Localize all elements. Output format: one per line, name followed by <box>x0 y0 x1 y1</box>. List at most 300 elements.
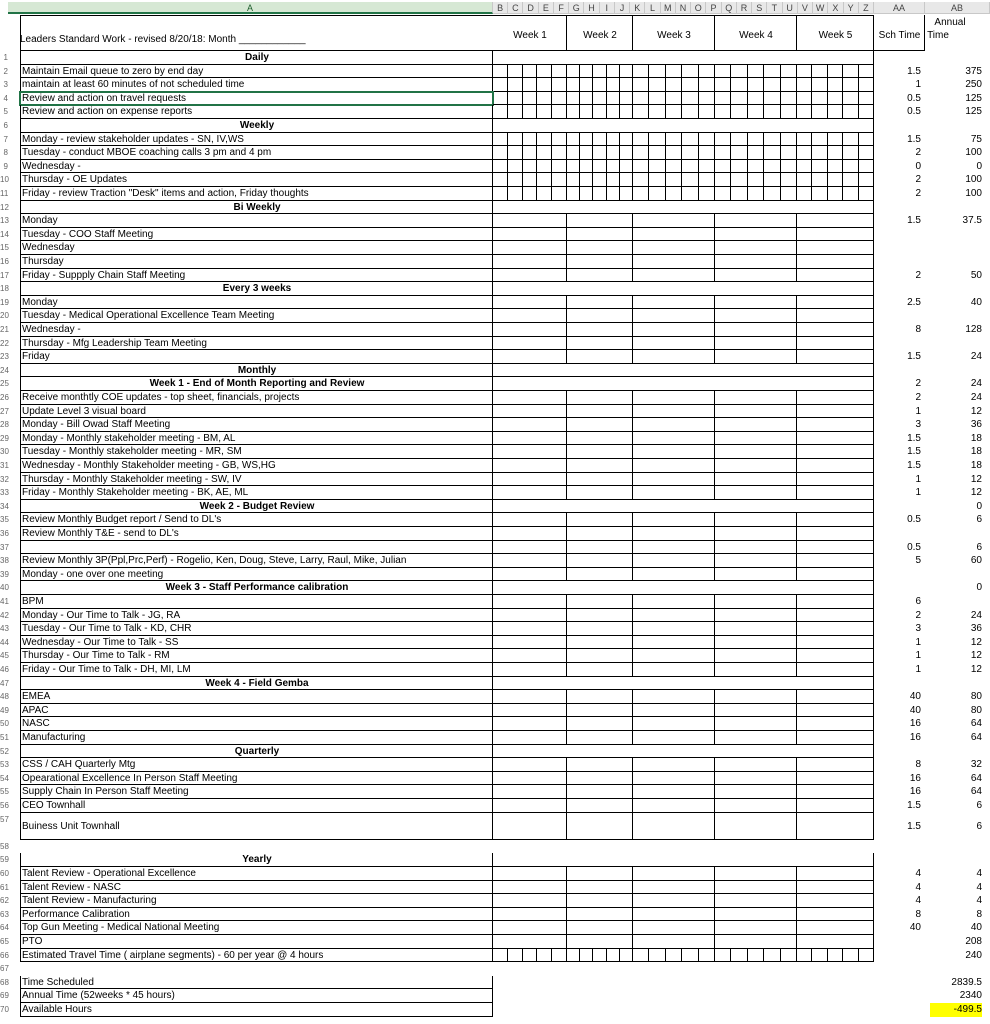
week-cell[interactable] <box>797 405 874 419</box>
week-check-cell[interactable] <box>666 92 682 106</box>
annual-time-value[interactable]: 8 <box>976 908 982 920</box>
week-cell[interactable] <box>493 636 567 650</box>
week-cell[interactable] <box>715 867 797 881</box>
sch-time-value[interactable]: 2.5 <box>907 296 921 308</box>
sch-time-value[interactable]: 1.5 <box>907 65 921 77</box>
row-number[interactable]: 62 <box>0 896 9 906</box>
task-label[interactable]: Performance Calibration <box>20 908 493 922</box>
row-number[interactable]: 30 <box>0 447 9 457</box>
week-cell[interactable] <box>797 459 874 473</box>
week-cell[interactable] <box>797 269 874 283</box>
week-cell[interactable] <box>493 799 567 813</box>
week-check-cell[interactable] <box>731 78 747 92</box>
row-number[interactable]: 65 <box>0 937 9 946</box>
week-check-cell[interactable] <box>593 133 606 147</box>
week-cell[interactable] <box>633 935 715 949</box>
week-check-cell[interactable] <box>828 160 843 174</box>
annual-time-value[interactable]: 0 <box>976 500 982 512</box>
week-check-cell[interactable] <box>607 187 620 201</box>
week-cell[interactable] <box>567 527 633 541</box>
week-cell[interactable] <box>493 704 567 718</box>
week-check-cell[interactable] <box>812 173 827 187</box>
week-cell[interactable] <box>633 541 715 555</box>
week-check-cell[interactable] <box>748 949 764 963</box>
week-cell[interactable] <box>633 350 715 364</box>
row-number[interactable]: 17 <box>0 270 9 280</box>
week-cell[interactable] <box>715 350 797 364</box>
week-cell[interactable] <box>715 704 797 718</box>
row-number[interactable]: 24 <box>0 365 9 375</box>
week-cell[interactable] <box>797 881 874 895</box>
week-cell[interactable] <box>633 527 715 541</box>
sch-time-value[interactable]: 2 <box>915 269 921 281</box>
week-cell[interactable] <box>567 799 633 813</box>
week-cell[interactable] <box>797 337 874 351</box>
row-number[interactable]: 70 <box>0 1005 9 1014</box>
week-cell[interactable] <box>493 758 567 772</box>
week-cell[interactable] <box>715 772 797 786</box>
week-check-cell[interactable] <box>552 65 567 79</box>
week-cell[interactable] <box>493 473 567 487</box>
task-label[interactable]: Friday - Suppply Chain Staff Meeting <box>20 269 493 283</box>
task-label[interactable]: Talent Review - Manufacturing <box>20 894 493 908</box>
week-cell[interactable] <box>567 881 633 895</box>
task-label[interactable]: Wednesday - Monthly Stakeholder meeting - GB, WS,HG <box>20 459 493 473</box>
week-check-cell[interactable] <box>649 133 665 147</box>
week-cell[interactable] <box>493 255 567 269</box>
sch-time-value[interactable] <box>874 527 921 541</box>
task-label[interactable]: Time Scheduled <box>20 976 493 990</box>
task-label[interactable]: Monday - Monthly stakeholder meeting - BM, AL <box>20 432 493 446</box>
task-label[interactable]: Estimated Travel Time ( airplane segments) - 60 per year @ 4 hours <box>20 949 493 963</box>
annual-time-value[interactable]: 18 <box>970 446 982 458</box>
week-check-cell[interactable] <box>493 133 508 147</box>
week-check-cell[interactable] <box>781 105 797 119</box>
week-cell[interactable] <box>797 296 874 310</box>
week-check-cell[interactable] <box>843 160 858 174</box>
sch-time-value[interactable]: 40 <box>909 704 921 716</box>
week-check-cell[interactable] <box>523 133 538 147</box>
task-label[interactable]: Monday - Bill Owad Staff Meeting <box>20 418 493 432</box>
week-check-cell[interactable] <box>607 133 620 147</box>
week-cell[interactable] <box>797 785 874 799</box>
week-check-cell[interactable] <box>523 92 538 106</box>
row-number[interactable]: 41 <box>0 597 9 606</box>
week-check-cell[interactable] <box>682 146 698 160</box>
week-check-cell[interactable] <box>567 160 580 174</box>
week-cell[interactable] <box>797 486 874 500</box>
week-check-cell[interactable] <box>731 133 747 147</box>
sch-time-value[interactable]: 1.5 <box>907 460 921 471</box>
week-cell[interactable] <box>715 690 797 704</box>
sch-time-value[interactable]: 4 <box>915 868 921 879</box>
week-cell[interactable] <box>797 649 874 663</box>
week-check-cell[interactable] <box>593 949 606 963</box>
week-check-cell[interactable] <box>508 949 523 963</box>
week-check-cell[interactable] <box>699 146 715 160</box>
week-check-cell[interactable] <box>593 105 606 119</box>
task-label[interactable]: Friday - Our Time to Talk - DH, MI, LM <box>20 663 493 677</box>
column-header-ab[interactable]: AB <box>925 2 990 14</box>
week-check-cell[interactable] <box>580 146 593 160</box>
week-check-cell[interactable] <box>508 173 523 187</box>
sch-time-value[interactable]: 0.5 <box>907 106 921 118</box>
week-cell[interactable] <box>633 391 715 405</box>
task-label[interactable]: Thursday - Monthly Stakeholder meeting - SW, IV <box>20 473 493 487</box>
week-cell[interactable] <box>633 894 715 908</box>
week-check-cell[interactable] <box>715 146 731 160</box>
week-cell[interactable] <box>493 486 567 500</box>
sch-time-value[interactable] <box>874 949 921 963</box>
annual-time-value[interactable]: 12 <box>970 636 982 648</box>
row-number[interactable]: 29 <box>0 433 9 443</box>
section-header[interactable]: Monthly <box>20 364 493 378</box>
sch-time-value[interactable] <box>874 581 921 595</box>
week-cell[interactable] <box>567 486 633 500</box>
week-check-cell[interactable] <box>537 146 552 160</box>
week-check-cell[interactable] <box>797 92 812 106</box>
week-check-cell[interactable] <box>781 173 797 187</box>
sch-time-value[interactable]: 1 <box>915 664 921 675</box>
week-cell[interactable] <box>633 758 715 772</box>
week-check-cell[interactable] <box>797 78 812 92</box>
row-number[interactable]: 61 <box>0 882 9 892</box>
week-check-cell[interactable] <box>715 187 731 201</box>
task-label[interactable]: Monday - Our Time to Talk - JG, RA <box>20 609 493 623</box>
week-check-cell[interactable] <box>552 92 567 106</box>
annual-time-value[interactable] <box>925 241 982 255</box>
week-check-cell[interactable] <box>682 949 698 963</box>
week-check-cell[interactable] <box>682 65 698 79</box>
week-cell[interactable] <box>715 921 797 935</box>
week-check-cell[interactable] <box>567 146 580 160</box>
column-header-u[interactable]: U <box>783 2 798 14</box>
column-header-w[interactable]: W <box>813 2 828 14</box>
week-check-cell[interactable] <box>699 133 715 147</box>
week-cell[interactable] <box>633 554 715 568</box>
week-check-cell[interactable] <box>567 78 580 92</box>
week-check-cell[interactable] <box>493 92 508 106</box>
task-label[interactable]: Talent Review - Operational Excellence <box>20 867 493 881</box>
week-cell[interactable] <box>493 214 567 228</box>
week-check-cell[interactable] <box>649 65 665 79</box>
week-check-cell[interactable] <box>633 187 649 201</box>
column-header-h[interactable]: H <box>584 2 599 14</box>
week-check-cell[interactable] <box>537 187 552 201</box>
column-header-r[interactable]: R <box>737 2 752 14</box>
week-cell[interactable] <box>797 391 874 405</box>
week-check-cell[interactable] <box>731 173 747 187</box>
week-check-cell[interactable] <box>828 78 843 92</box>
annual-time-value[interactable]: 12 <box>970 650 982 662</box>
week-cell[interactable] <box>493 690 567 704</box>
week-check-cell[interactable] <box>748 187 764 201</box>
week-check-cell[interactable] <box>781 187 797 201</box>
annual-time-value[interactable]: 4 <box>976 895 982 907</box>
week-check-cell[interactable] <box>567 187 580 201</box>
task-label[interactable]: Top Gun Meeting - Medical National Meeting <box>20 921 493 935</box>
week-cell[interactable] <box>567 473 633 487</box>
week-check-cell[interactable] <box>633 160 649 174</box>
row-number[interactable]: 64 <box>0 923 9 933</box>
week-check-cell[interactable] <box>715 173 731 187</box>
sch-time-value[interactable]: 1.5 <box>907 133 921 145</box>
week-cell[interactable] <box>633 867 715 881</box>
sch-time-value[interactable]: 1.5 <box>907 215 921 227</box>
week-cell[interactable] <box>567 309 633 323</box>
week-check-cell[interactable] <box>493 187 508 201</box>
row-number[interactable]: 49 <box>0 705 9 715</box>
week-cell[interactable] <box>633 636 715 650</box>
week-check-cell[interactable] <box>748 133 764 147</box>
week-cell[interactable] <box>715 758 797 772</box>
week-cell[interactable] <box>567 731 633 745</box>
week-cell[interactable] <box>715 622 797 636</box>
annual-time-value[interactable] <box>925 595 982 609</box>
week-check-cell[interactable] <box>764 105 780 119</box>
week-check-cell[interactable] <box>493 78 508 92</box>
annual-time-value[interactable]: 40 <box>970 922 982 934</box>
annual-time-value[interactable]: 2839.5 <box>951 976 982 988</box>
week-cell[interactable] <box>797 717 874 731</box>
annual-time-value[interactable]: -499.5 <box>930 1003 982 1017</box>
week-check-cell[interactable] <box>731 187 747 201</box>
week-cell[interactable] <box>567 296 633 310</box>
week-check-cell[interactable] <box>523 949 538 963</box>
annual-time-value[interactable]: 60 <box>970 555 982 567</box>
week-check-cell[interactable] <box>781 949 797 963</box>
row-number[interactable]: 44 <box>0 637 9 647</box>
annual-time-value[interactable]: 2340 <box>959 990 982 1002</box>
week-cell[interactable] <box>715 881 797 895</box>
week-cell[interactable] <box>715 309 797 323</box>
week-cell[interactable] <box>797 595 874 609</box>
week-check-cell[interactable] <box>764 146 780 160</box>
week-check-cell[interactable] <box>567 949 580 963</box>
row-number[interactable]: 52 <box>0 746 9 756</box>
row-number[interactable]: 22 <box>0 338 9 348</box>
week-cell[interactable] <box>797 241 874 255</box>
week-check-cell[interactable] <box>593 65 606 79</box>
week-check-cell[interactable] <box>764 173 780 187</box>
week-cell[interactable] <box>567 541 633 555</box>
annual-time-value[interactable]: 32 <box>970 759 982 771</box>
annual-time-value[interactable]: 24 <box>970 392 982 403</box>
row-number[interactable]: 25 <box>0 379 9 389</box>
week-cell[interactable] <box>797 541 874 555</box>
week-cell[interactable] <box>633 772 715 786</box>
week-cell[interactable] <box>797 568 874 582</box>
week-cell[interactable] <box>715 432 797 446</box>
annual-time-value[interactable]: 0 <box>976 582 982 594</box>
task-label[interactable]: Review Monthly T&E - send to DL's <box>20 527 493 541</box>
row-number[interactable]: 67 <box>0 964 9 974</box>
week-check-cell[interactable] <box>633 78 649 92</box>
week-cell[interactable] <box>715 391 797 405</box>
column-header-n[interactable]: N <box>676 2 691 14</box>
sch-time-value[interactable] <box>874 989 921 1003</box>
row-number[interactable]: 33 <box>0 488 9 498</box>
sch-time-value[interactable]: 8 <box>915 324 921 335</box>
week-check-cell[interactable] <box>764 949 780 963</box>
week-check-cell[interactable] <box>580 160 593 174</box>
section-header[interactable]: Week 1 - End of Month Reporting and Review <box>20 377 493 391</box>
week-cell[interactable] <box>493 867 567 881</box>
week-check-cell[interactable] <box>620 187 633 201</box>
week-cell[interactable] <box>567 609 633 623</box>
sch-time-value[interactable]: 2 <box>915 188 921 199</box>
column-header-c[interactable]: C <box>508 2 523 14</box>
week-cell[interactable] <box>797 799 874 813</box>
week-check-cell[interactable] <box>699 187 715 201</box>
row-number[interactable]: 55 <box>0 787 9 797</box>
week-cell[interactable] <box>797 527 874 541</box>
week-check-cell[interactable] <box>764 133 780 147</box>
week-check-cell[interactable] <box>748 65 764 79</box>
column-header-p[interactable]: P <box>706 2 721 14</box>
week-cell[interactable] <box>715 935 797 949</box>
week-cell[interactable] <box>567 255 633 269</box>
week-cell[interactable] <box>797 663 874 677</box>
week-cell[interactable] <box>567 228 633 242</box>
sch-time-value[interactable]: 3 <box>915 623 921 635</box>
row-number[interactable]: 43 <box>0 624 9 634</box>
week-cell[interactable] <box>715 541 797 555</box>
row-number[interactable]: 16 <box>0 257 9 266</box>
week-check-cell[interactable] <box>859 173 874 187</box>
annual-time-value[interactable]: 240 <box>965 949 982 961</box>
week-check-cell[interactable] <box>567 92 580 106</box>
week-check-cell[interactable] <box>649 160 665 174</box>
week-cell[interactable] <box>567 622 633 636</box>
week-check-cell[interactable] <box>493 105 508 119</box>
week-cell[interactable] <box>797 867 874 881</box>
week-check-cell[interactable] <box>859 160 874 174</box>
week-cell[interactable] <box>715 241 797 255</box>
week-cell[interactable] <box>633 296 715 310</box>
annual-time-value[interactable]: 80 <box>970 691 982 703</box>
week-check-cell[interactable] <box>508 160 523 174</box>
week-check-cell[interactable] <box>797 146 812 160</box>
week-check-cell[interactable] <box>552 187 567 201</box>
row-number[interactable]: 28 <box>0 420 9 430</box>
week-check-cell[interactable] <box>748 146 764 160</box>
sch-time-value[interactable]: 1.5 <box>907 446 921 458</box>
week-check-cell[interactable] <box>567 173 580 187</box>
annual-time-value[interactable]: 18 <box>970 460 982 471</box>
week-check-cell[interactable] <box>508 65 523 79</box>
row-number[interactable]: 66 <box>0 950 9 960</box>
task-label[interactable]: Maintain Email queue to zero by end day <box>20 65 493 79</box>
week-cell[interactable] <box>715 418 797 432</box>
week-cell[interactable] <box>633 486 715 500</box>
week-check-cell[interactable] <box>666 105 682 119</box>
week-check-cell[interactable] <box>552 133 567 147</box>
task-label[interactable]: Supply Chain In Person Staff Meeting <box>20 785 493 799</box>
week-check-cell[interactable] <box>666 78 682 92</box>
week-check-cell[interactable] <box>593 160 606 174</box>
column-header-d[interactable]: D <box>523 2 538 14</box>
week-check-cell[interactable] <box>828 146 843 160</box>
sch-time-value[interactable] <box>874 976 921 990</box>
week-cell[interactable] <box>493 241 567 255</box>
week-check-cell[interactable] <box>748 173 764 187</box>
week-check-cell[interactable] <box>580 187 593 201</box>
task-label[interactable]: Tuesday - COO Staff Meeting <box>20 228 493 242</box>
week-check-cell[interactable] <box>508 92 523 106</box>
row-number[interactable]: 36 <box>0 529 9 538</box>
sch-time-value[interactable]: 1 <box>915 650 921 662</box>
column-header-g[interactable]: G <box>569 2 584 14</box>
row-number[interactable]: 11 <box>0 189 9 198</box>
week-check-cell[interactable] <box>828 65 843 79</box>
annual-time-value[interactable]: 12 <box>970 487 982 499</box>
week-check-cell[interactable] <box>593 92 606 106</box>
week-check-cell[interactable] <box>812 105 827 119</box>
week-cell[interactable] <box>715 649 797 663</box>
week-check-cell[interactable] <box>649 92 665 106</box>
week-check-cell[interactable] <box>523 78 538 92</box>
week-check-cell[interactable] <box>620 146 633 160</box>
sch-time-value[interactable]: 3 <box>915 419 921 431</box>
week-check-cell[interactable] <box>633 65 649 79</box>
week-cell[interactable] <box>797 731 874 745</box>
row-number[interactable]: 51 <box>0 733 9 742</box>
row-number[interactable]: 10 <box>0 175 9 185</box>
week-cell[interactable] <box>567 323 633 337</box>
week-check-cell[interactable] <box>633 105 649 119</box>
week-check-cell[interactable] <box>567 133 580 147</box>
section-header[interactable]: Bi Weekly <box>20 201 493 215</box>
week-cell[interactable] <box>633 595 715 609</box>
week-cell[interactable] <box>797 350 874 364</box>
row-number[interactable]: 1 <box>3 53 8 62</box>
week-cell[interactable] <box>715 799 797 813</box>
week-check-cell[interactable] <box>731 92 747 106</box>
week-check-cell[interactable] <box>828 133 843 147</box>
week-check-cell[interactable] <box>580 92 593 106</box>
week-cell[interactable] <box>633 445 715 459</box>
annual-time-value[interactable]: 24 <box>970 609 982 621</box>
task-label[interactable]: Wednesday <box>20 241 493 255</box>
annual-time-value[interactable]: 6 <box>976 514 982 526</box>
week-check-cell[interactable] <box>620 173 633 187</box>
sch-time-value[interactable] <box>874 337 921 351</box>
week-cell[interactable] <box>493 391 567 405</box>
week-cell[interactable] <box>493 609 567 623</box>
annual-time-value[interactable]: 4 <box>976 881 982 893</box>
week-cell[interactable] <box>493 595 567 609</box>
week-cell[interactable] <box>715 813 797 840</box>
row-number[interactable]: 6 <box>3 121 8 130</box>
row-number[interactable]: 53 <box>0 760 9 770</box>
week-check-cell[interactable] <box>508 133 523 147</box>
week-check-cell[interactable] <box>715 105 731 119</box>
week-check-cell[interactable] <box>731 160 747 174</box>
week-cell[interactable] <box>715 663 797 677</box>
week-check-cell[interactable] <box>508 78 523 92</box>
week-check-cell[interactable] <box>748 160 764 174</box>
week-check-cell[interactable] <box>552 949 567 963</box>
task-label[interactable]: Friday - review Traction "Desk" items and action, Friday thoughts <box>20 187 493 201</box>
week-check-cell[interactable] <box>593 78 606 92</box>
row-number[interactable]: 13 <box>0 216 9 226</box>
week-check-cell[interactable] <box>797 133 812 147</box>
row-number[interactable]: 37 <box>0 542 9 552</box>
week-check-cell[interactable] <box>580 949 593 963</box>
week-check-cell[interactable] <box>859 65 874 79</box>
sch-time-value[interactable]: 8 <box>915 908 921 920</box>
